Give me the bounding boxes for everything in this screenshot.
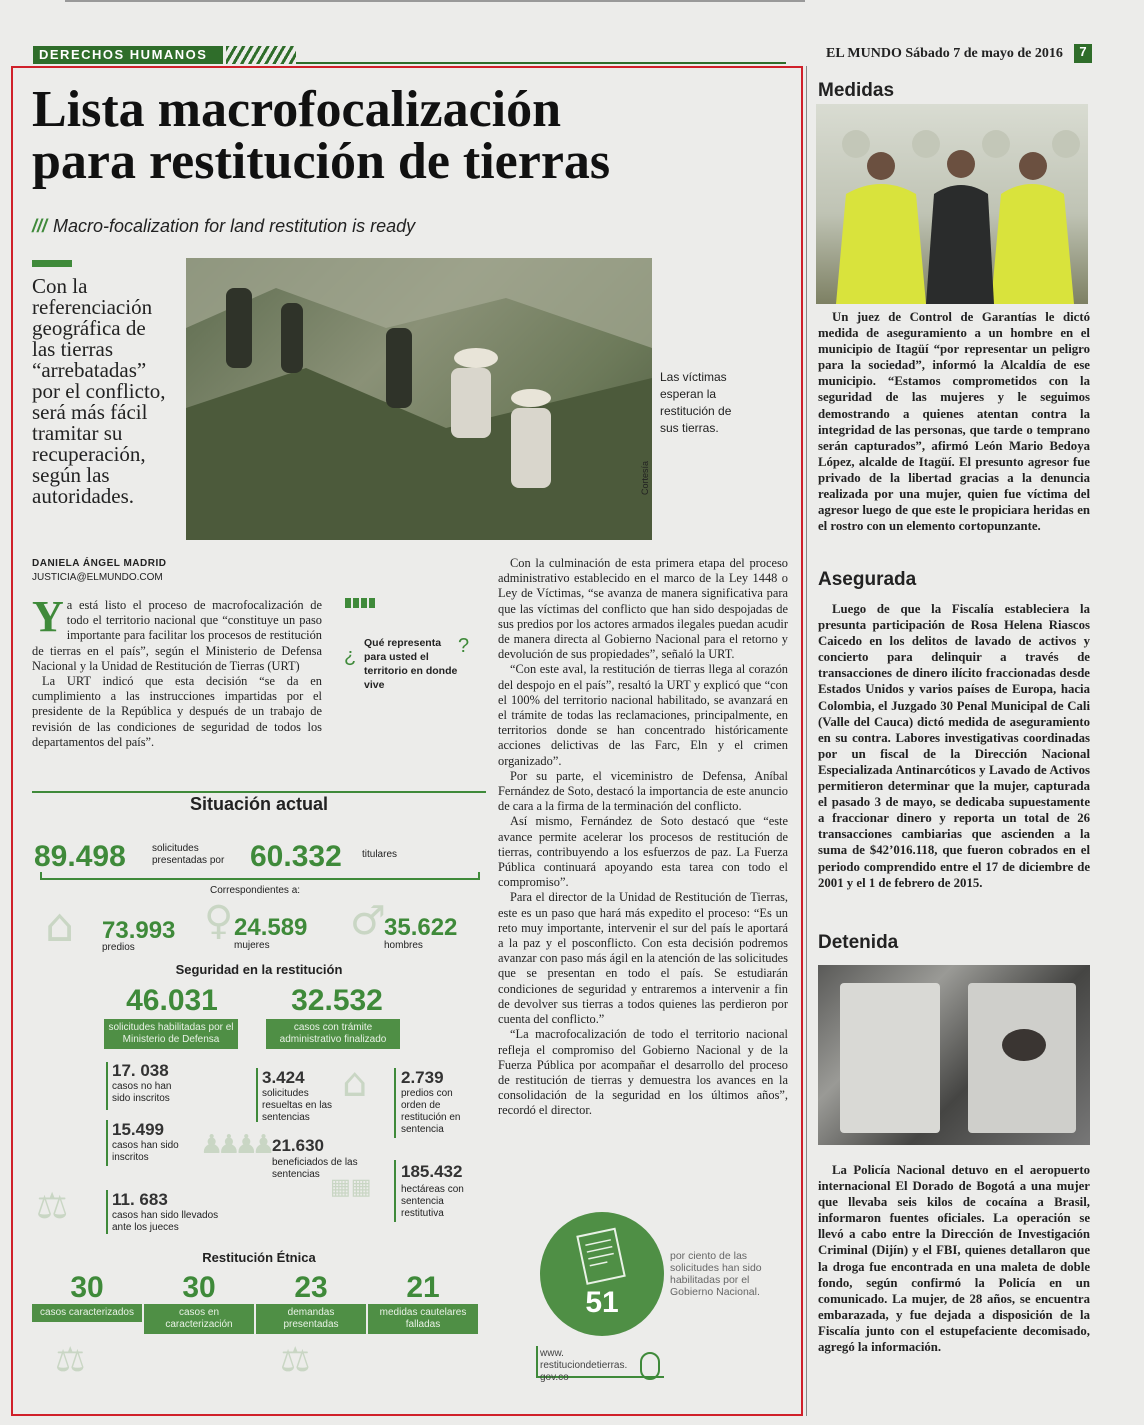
question-open-icon: ¿ bbox=[344, 645, 357, 667]
titulares-label: titulares bbox=[362, 849, 398, 860]
no-inscritos-number: 17. 038 bbox=[112, 1061, 169, 1080]
asegurada-title: Asegurada bbox=[818, 569, 917, 590]
titulares-number: 60.332 bbox=[250, 840, 342, 873]
column-rule bbox=[806, 66, 807, 1416]
bracket-line bbox=[40, 872, 480, 880]
headline-line-1: Lista macrofocalización bbox=[32, 81, 562, 138]
masthead: EL MUNDO Sábado 7 de mayo de 2016 bbox=[826, 46, 1063, 61]
percent-label: por ciento de las solicitudes han sido habilitadas por el Gobierno Nacional. bbox=[670, 1250, 762, 1298]
page-number: 7 bbox=[1074, 44, 1092, 63]
mujeres-label: mujeres bbox=[234, 940, 270, 951]
hombres-number: 35.622 bbox=[384, 914, 458, 941]
scales-icon: ⚖ bbox=[36, 1186, 69, 1227]
jueces-label: casos han sido llevados ante los jueces bbox=[112, 1210, 219, 1233]
inscritos-label: casos han sido inscritos bbox=[112, 1140, 179, 1163]
stat-rule bbox=[394, 1160, 396, 1222]
beneficiados-label: beneficiados de las sentencias bbox=[272, 1157, 358, 1180]
stat-rule bbox=[256, 1068, 258, 1122]
house-icon: ⌂ bbox=[45, 898, 75, 952]
photo-caption: Las víctimas esperan la restitución de sus tierras. bbox=[660, 370, 732, 435]
stat-rule bbox=[106, 1062, 108, 1110]
habilitadas-number: 46.031 bbox=[126, 984, 218, 1017]
question-close-icon: ? bbox=[458, 635, 470, 657]
etnica-label: casos caracterizados bbox=[32, 1304, 142, 1322]
callout-bars bbox=[345, 598, 377, 608]
percent-circle bbox=[540, 1212, 664, 1336]
etnica-number: 30 bbox=[70, 1271, 104, 1304]
article-column-1 bbox=[32, 592, 322, 750]
mouse-icon bbox=[640, 1352, 660, 1380]
medidas-text: Un juez de Control de Garantías le dictó medida de aseguramiento a un hombre en el municipio de Itagüí “por representar un peligro para la sociedad”, informó la Alcaldía de ese municipio. “Estamos comprometidos con la seguridad de las mujeres y le seguimos demostrando a quienes atentan contra la integridad de las personas, que tarde o temprano serán capturados”, afirmó León Mario Bedoya López, alcalde de Itagüí. El presunto agresor fue privado de la libertad gracias a la denuncia realizada por una mujer, quien fue víctima del agresor luego de que este le propiciara heridas en el rostro con un elemento cortopunzante. bbox=[818, 310, 1090, 534]
etnica-number: 30 bbox=[182, 1271, 216, 1304]
land-grid-icon: ▦▦ bbox=[330, 1175, 372, 1200]
website-link[interactable]: www. restituciondetierras. gov.co bbox=[540, 1348, 628, 1383]
etnica-item bbox=[256, 1272, 366, 1334]
percent-number: 51 bbox=[585, 1286, 619, 1319]
section-tag: DERECHOS HUMANOS bbox=[33, 46, 223, 64]
predios-number: 73.993 bbox=[102, 917, 176, 944]
predios-orden-number: 2.739 bbox=[401, 1068, 444, 1087]
headline bbox=[32, 81, 792, 190]
detenida-text: La Policía Nacional detuvo en el aeropuerto internacional El Dorado de Bogotá a una mujer que llevaba seis kilos de cocaína a Brasil, informaron fuentes oficiales. La operación se llevó a cabo entre la Dirección de Investigación Criminal (Dijín) y el FBI, quienes detallaron que la droga fue encontrada en una maleta de doble fondo, según confirmó la Policía en un comunicado. La mujer, de 28 años, se encuentra embarazada, y fue dejada a disposición de la Fiscalía junto con el estupefaciente decomisado, agregó la información. bbox=[818, 1163, 1090, 1355]
etnica-number: 23 bbox=[294, 1271, 328, 1304]
packages-illustration bbox=[818, 965, 1090, 1145]
resueltas-label: solicitudes resueltas en las sentencias bbox=[262, 1088, 333, 1123]
paragraph: Con la culminación de esta primera etapa del proceso administrativo establecido en el marco de la Ley 1448 o Ley de Víctimas, “se avanza de manera significativa para que las víctimas del conflicto que han sido despojadas de sus predios por los actores armados ilegales puedan acudir de manera directa al Gobierno Nacional para el retorno y devolución de sus propiedades”, señaló la URT. bbox=[498, 556, 788, 662]
photo-credit: Cortesía bbox=[640, 460, 650, 495]
etnica-item bbox=[32, 1272, 142, 1322]
correspondientes-label: Correspondientes a: bbox=[210, 885, 301, 896]
author-email: JUSTICIA@ELMUNDO.COM bbox=[32, 572, 163, 583]
hectareas-label: hectáreas con sentencia restitutiva bbox=[401, 1184, 464, 1219]
subtitle-text: Macro-focalization for land restitution is ready bbox=[53, 216, 416, 236]
solicitudes-number: 89.498 bbox=[34, 840, 126, 873]
etnica-label: casos en caracterización bbox=[144, 1304, 254, 1334]
paragraph: Así mismo, Fernández de Soto destacó que “este avance permite acelerar los procesos de restitución de tierras, contribuyendo a los esfuerzos de paz. La Fuerza Pública continuará apoyando esta tarea con todo el compromiso”. bbox=[498, 814, 788, 890]
etnica-number: 21 bbox=[406, 1271, 440, 1304]
cocaine-packages-photo bbox=[818, 965, 1090, 1145]
section-rule bbox=[296, 62, 786, 64]
predios-orden-label: predios con orden de restitución en sentencia bbox=[401, 1088, 461, 1135]
arrest-photo-illustration bbox=[816, 104, 1088, 304]
no-inscritos-label: casos no han sido inscritos bbox=[112, 1081, 172, 1104]
woman-icon: ♀ bbox=[204, 898, 234, 944]
hombres-label: hombres bbox=[384, 940, 423, 951]
paragraph: Por su parte, el viceministro de Defensa, Aníbal Fernández de Soto, destacó la importancia de este anuncio de cara a la firma de la terminación del conflicto. bbox=[498, 768, 788, 814]
medidas-title: Medidas bbox=[818, 80, 895, 101]
house-icon: ⌂ bbox=[342, 1060, 368, 1106]
byline: DANIELA ÁNGEL MADRID bbox=[32, 558, 167, 569]
predios-label: predios bbox=[102, 942, 135, 953]
mujeres-number: 24.589 bbox=[234, 914, 308, 941]
hectareas-number: 185.432 bbox=[401, 1162, 463, 1181]
people-icon: ♟♟♟♟ bbox=[200, 1130, 270, 1160]
paragraph: La URT indicó que esta decisión “se da en cumplimiento a las instrucciones impartidas por el presidente de la República y después de un trabajo de revisión de las condiciones de seguridad de todos los departamentos del país”. bbox=[32, 674, 322, 749]
etnica-item bbox=[144, 1272, 254, 1334]
callout-question: Qué representa para usted el territorio en donde vive bbox=[364, 637, 458, 691]
paragraph: “La macrofocalización de todo el territorio nacional refleja el compromiso del Gobierno Nacional y de la Fuerza Pública por acompañar el desarrollo del proceso de restitución de tierras y demuestra los avances en la consolidación de la seguridad en los últimos años”, recordó el director. bbox=[498, 1027, 788, 1118]
paragraph: Para el director de la Unidad de Restitución de Tierras, este es un paso que hará más expedito el proceso: “Es un reto muy importante, intervenir el sur del país le aportará a la paz y el posconflicto. Con esta decisión podremos avanzar con paso más ágil en la atención de las solicitudes que se presentan en todo el país. Se estudiarán condiciones de seguridad y entraremos a intervenir a fin de devolver sus tierras a todos quienes las perdieron por cuenta del conflicto.” bbox=[498, 890, 788, 1027]
infographic-title: Situación actual bbox=[189, 794, 329, 814]
stat-rule bbox=[106, 1190, 108, 1234]
document-icon bbox=[572, 1226, 632, 1286]
etnica-item bbox=[368, 1272, 478, 1334]
habilitadas-label: solicitudes habilitadas por el Ministerio de Defensa bbox=[104, 1019, 238, 1049]
stat-rule bbox=[106, 1120, 108, 1166]
detenida-title: Detenida bbox=[818, 932, 899, 953]
farmers-photo-illustration bbox=[186, 258, 652, 540]
etnica-label: medidas cautelares falladas bbox=[368, 1304, 478, 1334]
subtitle bbox=[32, 216, 415, 237]
article-column-3 bbox=[498, 556, 788, 1119]
lede: Con la referenciación geográfica de las tierras “arrebatadas” por el conflicto, será más fácil tramitar su recuperación, según las autoridades. bbox=[32, 274, 166, 508]
slash-mark: /// bbox=[32, 216, 48, 236]
man-icon: ♂ bbox=[350, 898, 386, 944]
etnica-label: demandas presentadas bbox=[256, 1304, 366, 1334]
scales-icon: ⚖ bbox=[55, 1340, 86, 1380]
infographic-rule bbox=[32, 791, 486, 793]
tramite-label: casos con trámite administrativo finalizado bbox=[266, 1019, 400, 1049]
tramite-number: 32.532 bbox=[291, 984, 383, 1017]
paragraph: “Con este aval, la restitución de tierras llega al corazón del despojo en el país”, resaltó la URT y explicó que “con el 100% del territorio nacional habilitado, se avanzará en el trámite de todas las reclamaciones, principalmente, en territorios donde se han concentrado históricamente acciones delictivas de las Farc, Eln y el crimen organizado”. bbox=[498, 662, 788, 768]
solicitudes-label: solicitudes presentadas por bbox=[152, 843, 225, 866]
beneficiados-number: 21.630 bbox=[272, 1136, 324, 1155]
resueltas-number: 3.424 bbox=[262, 1068, 305, 1087]
top-rule bbox=[65, 0, 805, 2]
paragraph bbox=[32, 592, 322, 674]
etnica-title: Restitución Étnica bbox=[202, 1250, 316, 1265]
lede-bar bbox=[32, 260, 72, 267]
farmers-photo bbox=[186, 258, 652, 540]
headline-line-2: para restitución de tierras bbox=[32, 133, 611, 190]
drop-cap: Y bbox=[32, 592, 64, 641]
stat-rule bbox=[394, 1068, 396, 1138]
asegurada-text: Luego de que la Fiscalía estableciera la presunta participación de Rosa Helena Riascos Caicedo en los delitos de lavado de activos y concierto para delinquir a través de transacciones de dinero ilícito fraccionadas desde Estados Unidos y varios países de Europa, hacia Colombia, el Juzgado 30 Penal Municipal de Cali (Valle del Cauca) dictó medida de aseguramiento en su contra. Labores investigativas coordinadas por un fiscal de la Dirección Nacional Especializada Antinarcóticos y Lavado de Activos permitieron determinar que la mujer, capturada el pasado 3 de mayo, se dedicaba supuestamente a fraccionar dinero y reporta un total de 26 transacciones cambiarias que ascienden a la suma de $42’016.118, que fueron cobrados en el periodo comprendido entre el 17 de diciembre de 2001 y el 1 de febrero de 2015. bbox=[818, 602, 1090, 890]
jueces-number: 11. 683 bbox=[112, 1190, 168, 1209]
scales-icon: ⚖ bbox=[280, 1340, 311, 1380]
inscritos-number: 15.499 bbox=[112, 1120, 164, 1139]
paragraph-text: a está listo el proceso de macrofocalización de todo el territorio nacional que “constituye un paso importante para facilitar los procesos de restitución de tierras en el país”, según el Ministerio de Defensa Nacional y la Unidad de Restitución de Tierras (URT) bbox=[32, 598, 322, 673]
section-tag-stripes bbox=[226, 46, 296, 64]
arrest-photo bbox=[816, 104, 1088, 304]
seguridad-title: Seguridad en la restitución bbox=[175, 962, 343, 977]
